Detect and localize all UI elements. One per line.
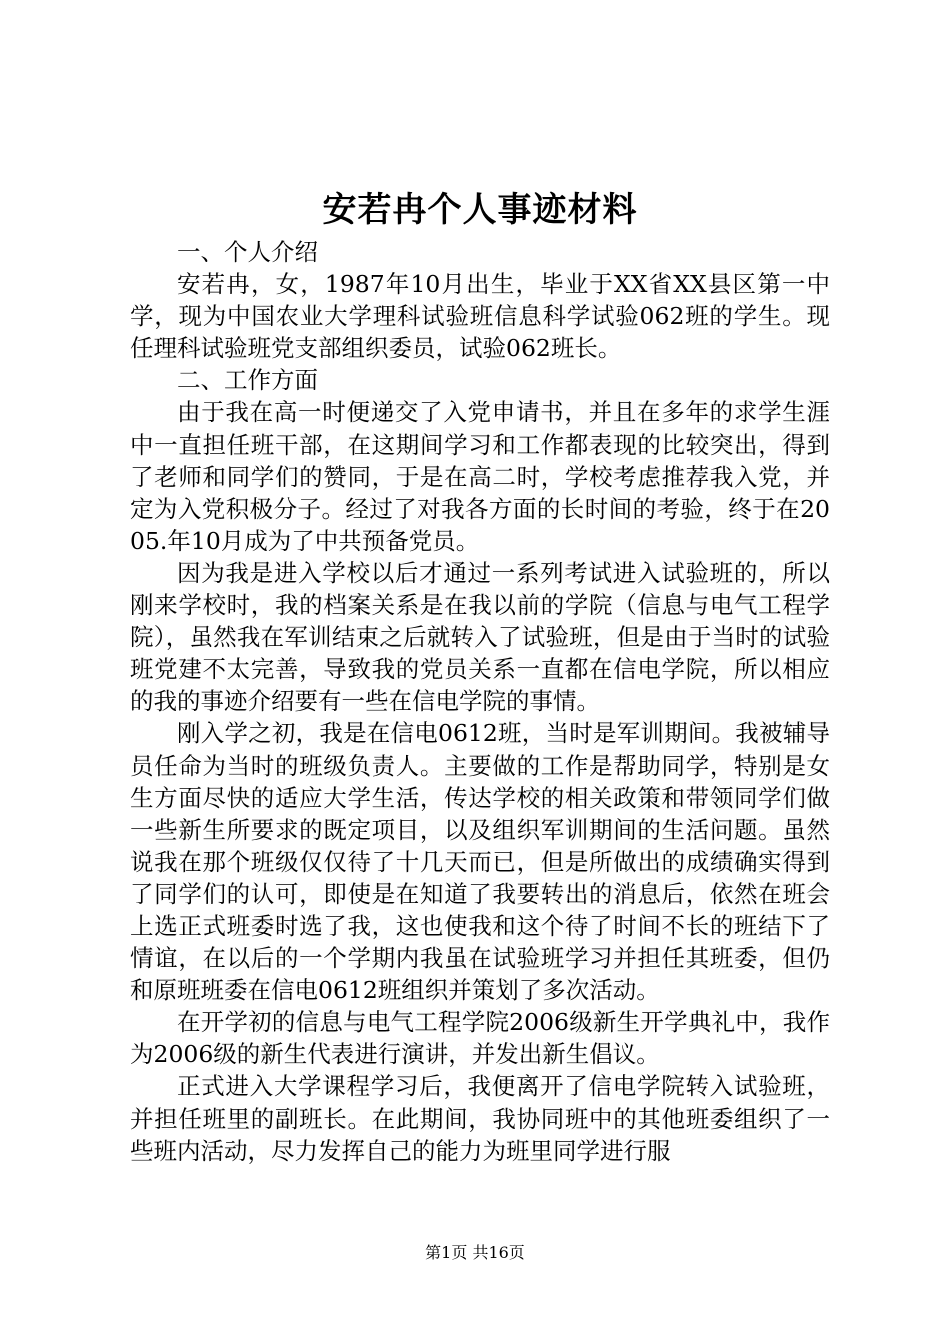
page-footer: 第1页 共16页 bbox=[425, 1243, 525, 1262]
paragraph: 因为我是进入学校以后才通过一系列考试进入试验班的，所以刚来学校时，我的档案关系是在我以前的学院（信息与电气工程学院），虽然我在军训结束之后就转入了试验班，但是由于当时的试验班党建不太完善，导致我的党员关系一直都在信电学院，所以相应的我的事迹介绍要有一些在信电学院的事情。 bbox=[130, 558, 830, 716]
document-title: 安若冉个人事迹材料 bbox=[322, 190, 638, 230]
paragraph: 安若冉，女，1987年10月出生，毕业于XX省XX县区第一中学，现为中国农业大学理科试验班信息科学试验062班的学生。现任理科试验班党支部组织委员，试验062班长。 bbox=[130, 270, 830, 363]
section-heading-intro: 一、个人介绍 bbox=[177, 238, 318, 266]
paragraph: 正式进入大学课程学习后，我便离开了信电学院转入试验班，并担任班里的副班长。在此期间，我协同班中的其他班委组织了一些班内活动，尽力发挥自己的能力为班里同学进行服 bbox=[130, 1072, 830, 1165]
paragraph: 由于我在高一时便递交了入党申请书，并且在多年的求学生涯中一直担任班干部，在这期间学习和工作都表现的比较突出，得到了老师和同学们的赞同，于是在高二时，学校考虑推荐我入党，并定为入党积极分子。经过了对我各方面的长时间的考验，终于在2005.年10月成为了中共预备党员。 bbox=[130, 398, 830, 555]
paragraph: 在开学初的信息与电气工程学院2006级新生开学典礼中，我作为2006级的新生代表进行演讲，并发出新生倡议。 bbox=[130, 1008, 830, 1069]
section-heading-work: 二、工作方面 bbox=[177, 366, 318, 395]
document-page bbox=[130, 188, 830, 1167]
paragraph: 刚入学之初，我是在信电0612班，当时是军训期间。我被辅导员任命为当时的班级负责人。主要做的工作是帮助同学，特别是女生方面尽快的适应大学生活，传达学校的相关政策和带领同学们做一些新生所要求的既定项目，以及组织军训期间的生活问题。虽然说我在那个班级仅仅待了十几天而已，但是所做出的成绩确实得到了同学们的认可，即使是在知道了我要转出的消息后，依然在班会上选正式班委时选了我，这也使我和这个待了时间不长的班结下了情谊，在以后的一个学期内我虽在试验班学习并担任其班委，但仍和原班班委在信电0612班组织并策划了多次活动。 bbox=[130, 719, 830, 1005]
